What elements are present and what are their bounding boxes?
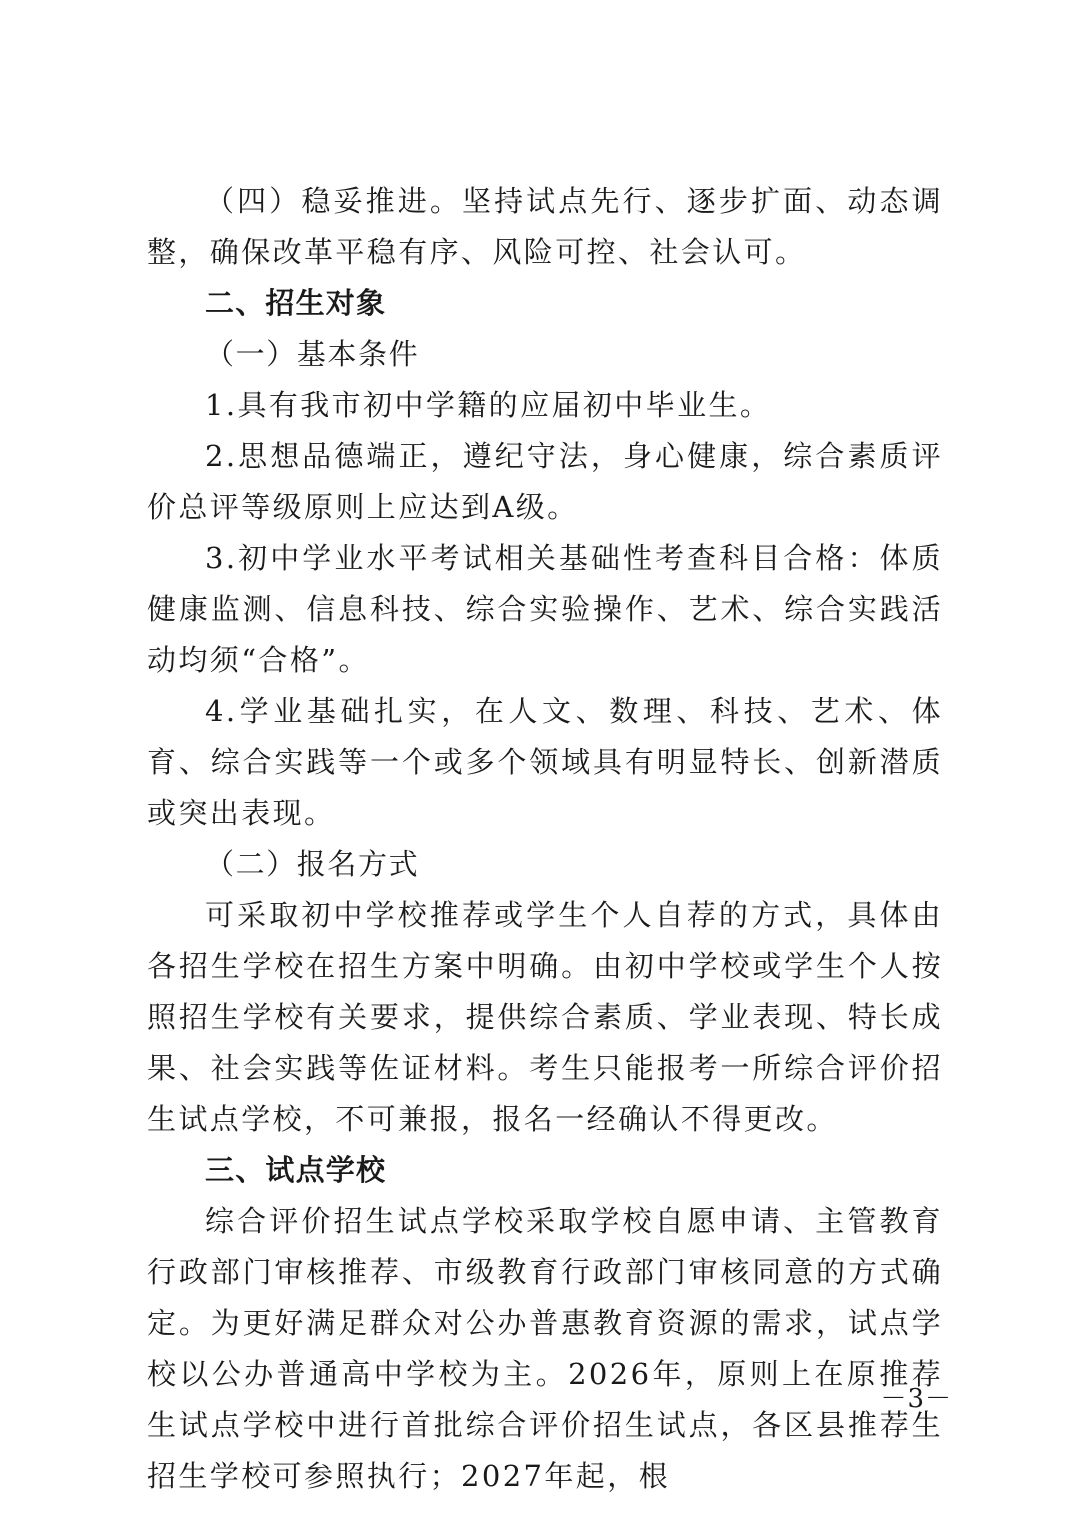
section-heading-enrollment-targets: 二、招生对象 bbox=[205, 286, 387, 320]
paragraph-condition-1: 1.具有我市初中学籍的应届初中毕业生。 bbox=[205, 388, 772, 422]
paragraph-condition-3: 3.初中学业水平考试相关基础性考查科目合格：体质健康监测、信息科技、综合实验操作、艺术、综合实践活动均须“合格”。 bbox=[147, 541, 943, 677]
paragraph-registration-method: 可采取初中学校推荐或学生个人自荐的方式，具体由各招生学校在招生方案中明确。由初中学校或学生个人按照招生学校有关要求，提供综合素质、学业表现、特长成果、社会实践等佐证材料。考生只能报考一所综合评价招生试点学校，不可兼报，报名一经确认不得更改。 bbox=[147, 898, 943, 1136]
section-heading-pilot-schools: 三、试点学校 bbox=[205, 1153, 387, 1187]
subsection-heading-basic-conditions: （一）基本条件 bbox=[205, 337, 420, 371]
page-number: －3－ bbox=[880, 1384, 952, 1414]
paragraph-principle-4: （四）稳妥推进。坚持试点先行、逐步扩面、动态调整，确保改革平稳有序、风险可控、社会认可。 bbox=[147, 184, 943, 269]
subsection-heading-registration-method: （二）报名方式 bbox=[205, 847, 420, 881]
document-body bbox=[147, 176, 943, 1502]
paragraph-pilot-schools: 综合评价招生试点学校采取学校自愿申请、主管教育行政部门审核推荐、市级教育行政部门审核同意的方式确定。为更好满足群众对公办普惠教育资源的需求，试点学校以公办普通高中学校为主。2026年，原则上在原推荐生试点学校中进行首批综合评价招生试点，各区县推荐生招生学校可参照执行；2027年起，根 bbox=[147, 1204, 943, 1493]
paragraph-condition-4: 4.学业基础扎实，在人文、数理、科技、艺术、体育、综合实践等一个或多个领域具有明显特长、创新潜质或突出表现。 bbox=[147, 694, 943, 830]
paragraph-condition-2: 2.思想品德端正，遵纪守法，身心健康，综合素质评价总评等级原则上应达到A级。 bbox=[147, 439, 943, 524]
